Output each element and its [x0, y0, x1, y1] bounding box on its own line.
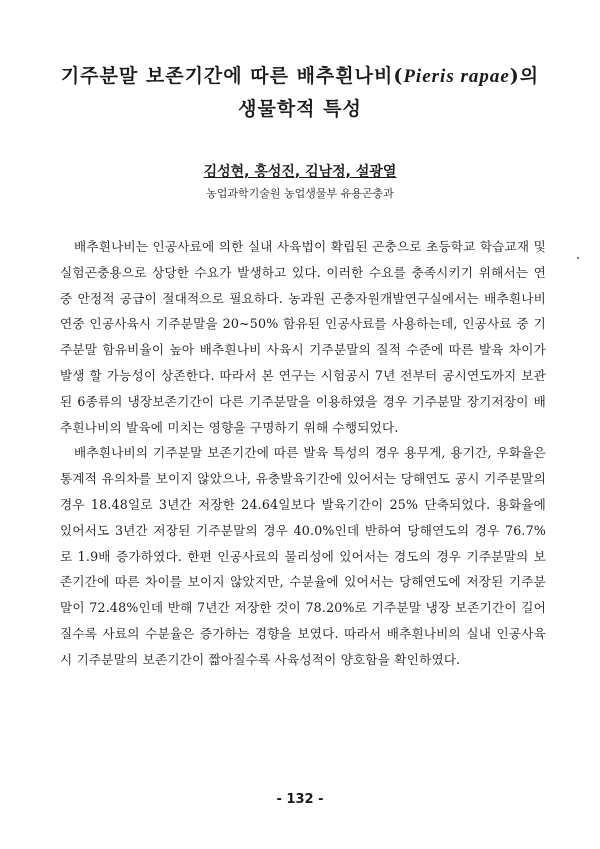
- title-part-2: )의: [509, 65, 540, 87]
- title-line-2: 생물학적 특성: [238, 98, 362, 120]
- abstract-body: [60, 234, 546, 673]
- title-line-1: [40, 60, 560, 93]
- author-list: [0, 161, 600, 181]
- page-number: - 132 -: [276, 792, 324, 807]
- species-name: Pieris rapae: [403, 66, 510, 87]
- paragraph-1: 배추흰나비는 인공사료에 의한 실내 사육법이 확립된 곤충으로 초등학교 학습교재 및 실험곤충용으로 상당한 수요가 발생하고 있다. 이러한 수요를 충족시키기 위해서는 연중 안정적 공급이 절대적으로 필요하다. 농과원 곤충자원개발연구실에서는 배추흰나비 연중 인공사육시 기주분말을 20~50% 함유된 인공사료를 사용하는데, 인공사료 중 기주분말 함유비율이 높아 배추흰나비 사육시 기주분말의 질적 수준에 따른 발육 차이가 발생 할 가능성이 상존한다. 따라서 본 연구는 시험공시 7년 전부터 공시연도까지 보관된 6종류의 냉장보존기간이 다른 기주분말을 이용하였을 경우 기주분말 장기저장이 배추흰나비의 발육에 미치는 영향을 구명하기 위해 수행되었다.: [60, 239, 546, 435]
- paper-title: [40, 60, 560, 125]
- affiliation: 농업과학기술원 농업생물부 유용곤충과: [206, 187, 394, 200]
- margin-dot: [577, 257, 579, 259]
- paragraph-2: 배추흰나비의 기주분말 보존기간에 따른 발육 특성의 경우 용무게, 용기간, 우화율은 통계적 유의차를 보이지 않았으나, 유충발육기간에 있어서는 당해연도 공시 기주분말의 경우 18.48일로 3년간 저장한 24.64일보다 발육기간이 25% 단축되었다. 용화율에 있어서도 3년간 저장된 기주분말의 경우 40.0%인데 반하여 당해연도의 경우 76.7%로 1.9배 증가하였다. 한편 인공사료의 물리성에 있어서는 경도의 경우 기주분말의 보존기간에 따른 차이를 보이지 않았지만, 수분율에 있어서는 당해연도에 저장된 기주분말이 72.48%인데 반해 7년간 저장한 것이 78.20%로 기주분말 냉장 보존기간이 길어질수록 사료의 수분율은 증가하는 경향을 보였다. 따라서 배추흰나비의 실내 인공사육시 기주분말의 보존기간이 짧아질수록 사육성적이 양호함을 확인하였다.: [60, 445, 546, 667]
- title-part-1: 기주분말 보존기간에 따른 배추흰나비(: [60, 65, 404, 87]
- author-names: 김성현, 홍성진, 김남정, 설광열: [203, 164, 397, 180]
